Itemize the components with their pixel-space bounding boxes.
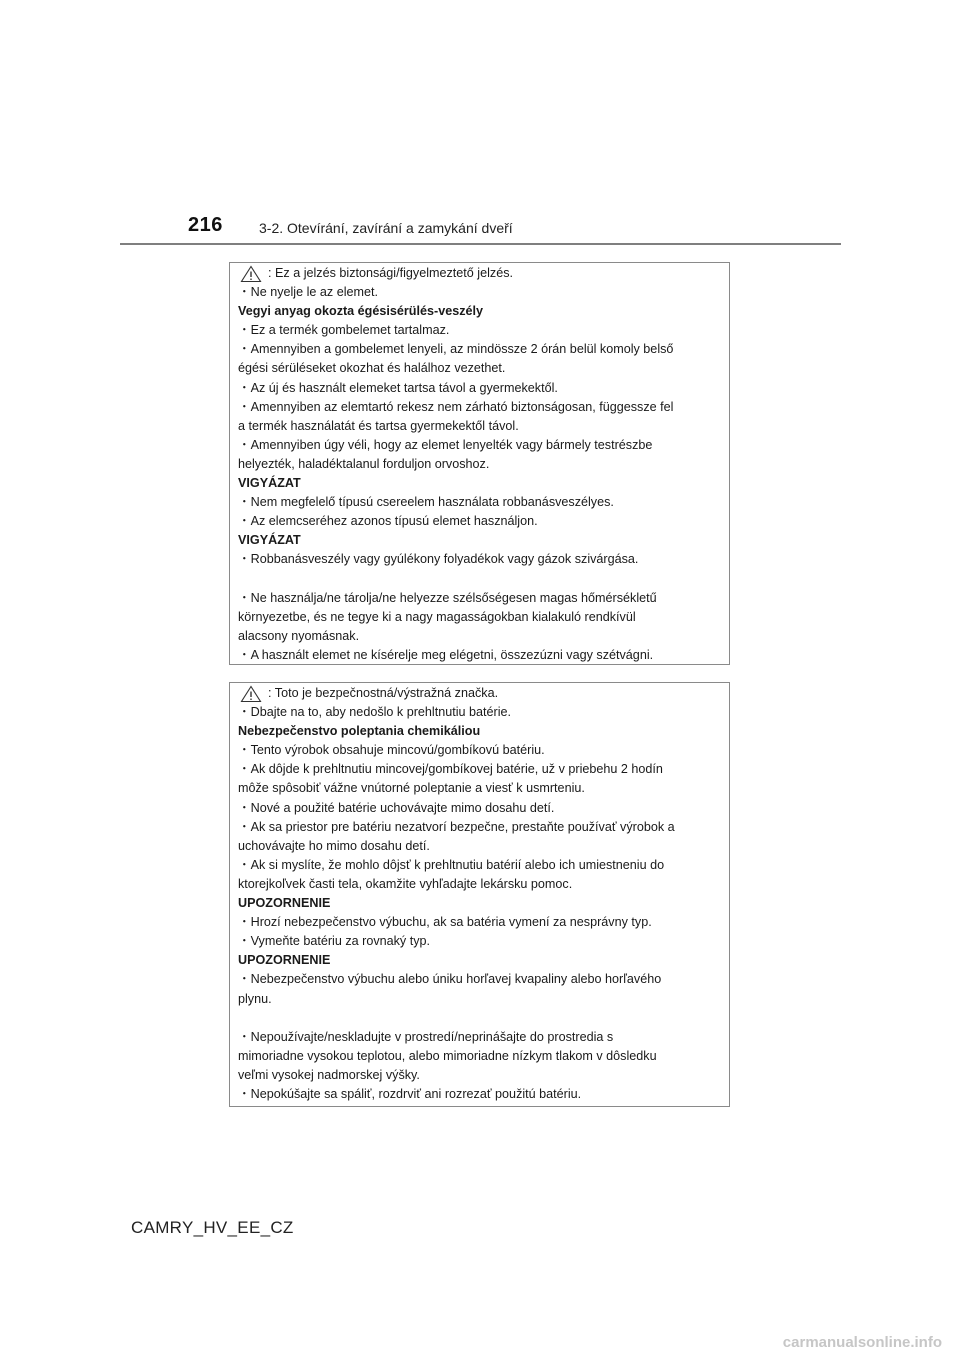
text-line: ・Ez a termék gombelemet tartalmaz. [238,323,450,338]
text-line: égési sérüléseket okozhat és halálhoz vezethet. [238,361,506,376]
page-header [120,214,841,248]
text-line: ・Az elemcseréhez azonos típusú elemet használjon. [238,514,538,529]
section-heading: UPOZORNENIE [238,953,331,968]
page-number: 216 [188,214,223,236]
section-heading: UPOZORNENIE [238,896,331,911]
header-divider [120,243,841,245]
warning-box-hungarian [229,262,730,665]
warning-heading-text: : Toto je bezpečnostná/výstražná značka. [268,686,499,700]
warning-triangle-icon [240,685,262,703]
section-heading: VIGYÁZAT [238,533,301,548]
text-line: ・Nové a použité batérie uchovávajte mimo dosahu detí. [238,800,555,815]
warning-heading-text: : Ez a jelzés biztonsági/figyelmeztető jelzés. [268,266,513,280]
text-line: ・Vymeňte batériu za rovnaký typ. [238,934,431,949]
text-line: ・Dbajte na to, aby nedošlo k prehltnutiu batérie. [238,705,512,720]
warning-triangle-icon [240,265,262,283]
section-heading: VIGYÁZAT [238,476,301,491]
warning-heading-row [238,684,721,703]
text-line: a termék használatát és tartsa gyermekektől távol. [238,418,519,433]
blank-line [238,570,721,589]
text-line: ・Nepoužívajte/neskladujte v prostredí/neprinášajte do prostredia s [238,1029,614,1044]
text-line: ・Az új és használt elemeket tartsa távol a gyermekektől. [238,380,558,395]
text-line: ・Tento výrobok obsahuje mincovú/gombíkovú batériu. [238,743,545,758]
text-line: mimoriadne vysokou teplotou, alebo mimoriadne nízkym tlakom v dôsledku [238,1048,657,1063]
text-line: ・Nem megfelelő típusú csereelem használata robbanásveszélyes. [238,495,614,510]
text-line: plynu. [238,991,272,1006]
warning-heading-row [238,264,721,283]
text-line: ・Amennyiben az elemtartó rekesz nem zárható biztonságosan, függessze fel [238,399,674,414]
text-line: alacsony nyomásnak. [238,628,360,643]
text-line: ・Ak si myslíte, že mohlo dôjsť k prehltnutiu batérií alebo ich umiestneniu do [238,857,665,872]
text-line: ktorejkoľvek časti tela, okamžite vyhľadajte lekársku pomoc. [238,876,573,891]
section-heading: Nebezpečenstvo poleptania chemikáliou [238,724,481,739]
text-line: ・Robbanásveszély vagy gyúlékony folyadékok vagy gázok szivárgása. [238,552,639,567]
text-line: ・Nebezpečenstvo výbuchu alebo úniku horľavej kvapaliny alebo horľavého [238,972,662,987]
text-line: ・Ne nyelje le az elemet. [238,285,378,300]
text-line: helyezték, haladéktalanul forduljon orvoshoz. [238,456,490,471]
text-line: veľmi vysokej nadmorskej výšky. [238,1067,420,1082]
warning-lines [238,283,721,665]
text-line: ・Nepokúšajte sa spáliť, rozdrviť ani rozrezať použitú batériu. [238,1086,582,1101]
warning-lines [238,703,721,1104]
text-line: môže spôsobiť vážne vnútorné poleptanie a viesť k usmrteniu. [238,781,585,796]
text-line: ・A használt elemet ne kísérelje meg elégetni, összezúzni vagy szétvágni. [238,647,654,662]
text-line: ・Ne használja/ne tárolja/ne helyezze szélsőségesen magas hőmérsékletű [238,590,657,605]
text-line: ・Amennyiben úgy véli, hogy az elemet lenyelték vagy bármely testrészbe [238,437,653,452]
text-line: ・Ak dôjde k prehltnutiu mincovej/gombíkovej batérie, už v priebehu 2 hodín [238,762,663,777]
text-line: ・Amennyiben a gombelemet lenyeli, az mindössze 2 órán belül komoly belső [238,342,674,357]
document-code: CAMRY_HV_EE_CZ [131,1218,294,1237]
section-heading: Vegyi anyag okozta égésisérülés-veszély [238,304,484,319]
blank-line [238,1009,721,1028]
watermark: carmanualsonline.info [782,1334,942,1351]
text-line: környezetbe, és ne tegye ki a nagy magasságokban kialakuló rendkívül [238,609,636,624]
text-line: ・Hrozí nebezpečenstvo výbuchu, ak sa batéria vymení za nesprávny typ. [238,915,652,930]
text-line: uchovávajte ho mimo dosahu detí. [238,838,430,853]
text-line: ・Ak sa priestor pre batériu nezatvorí bezpečne, prestaňte používať výrobok a [238,819,675,834]
section-title: 3-2. Otevírání, zavírání a zamykání dveří [259,220,513,236]
warning-box-slovak [229,682,730,1107]
